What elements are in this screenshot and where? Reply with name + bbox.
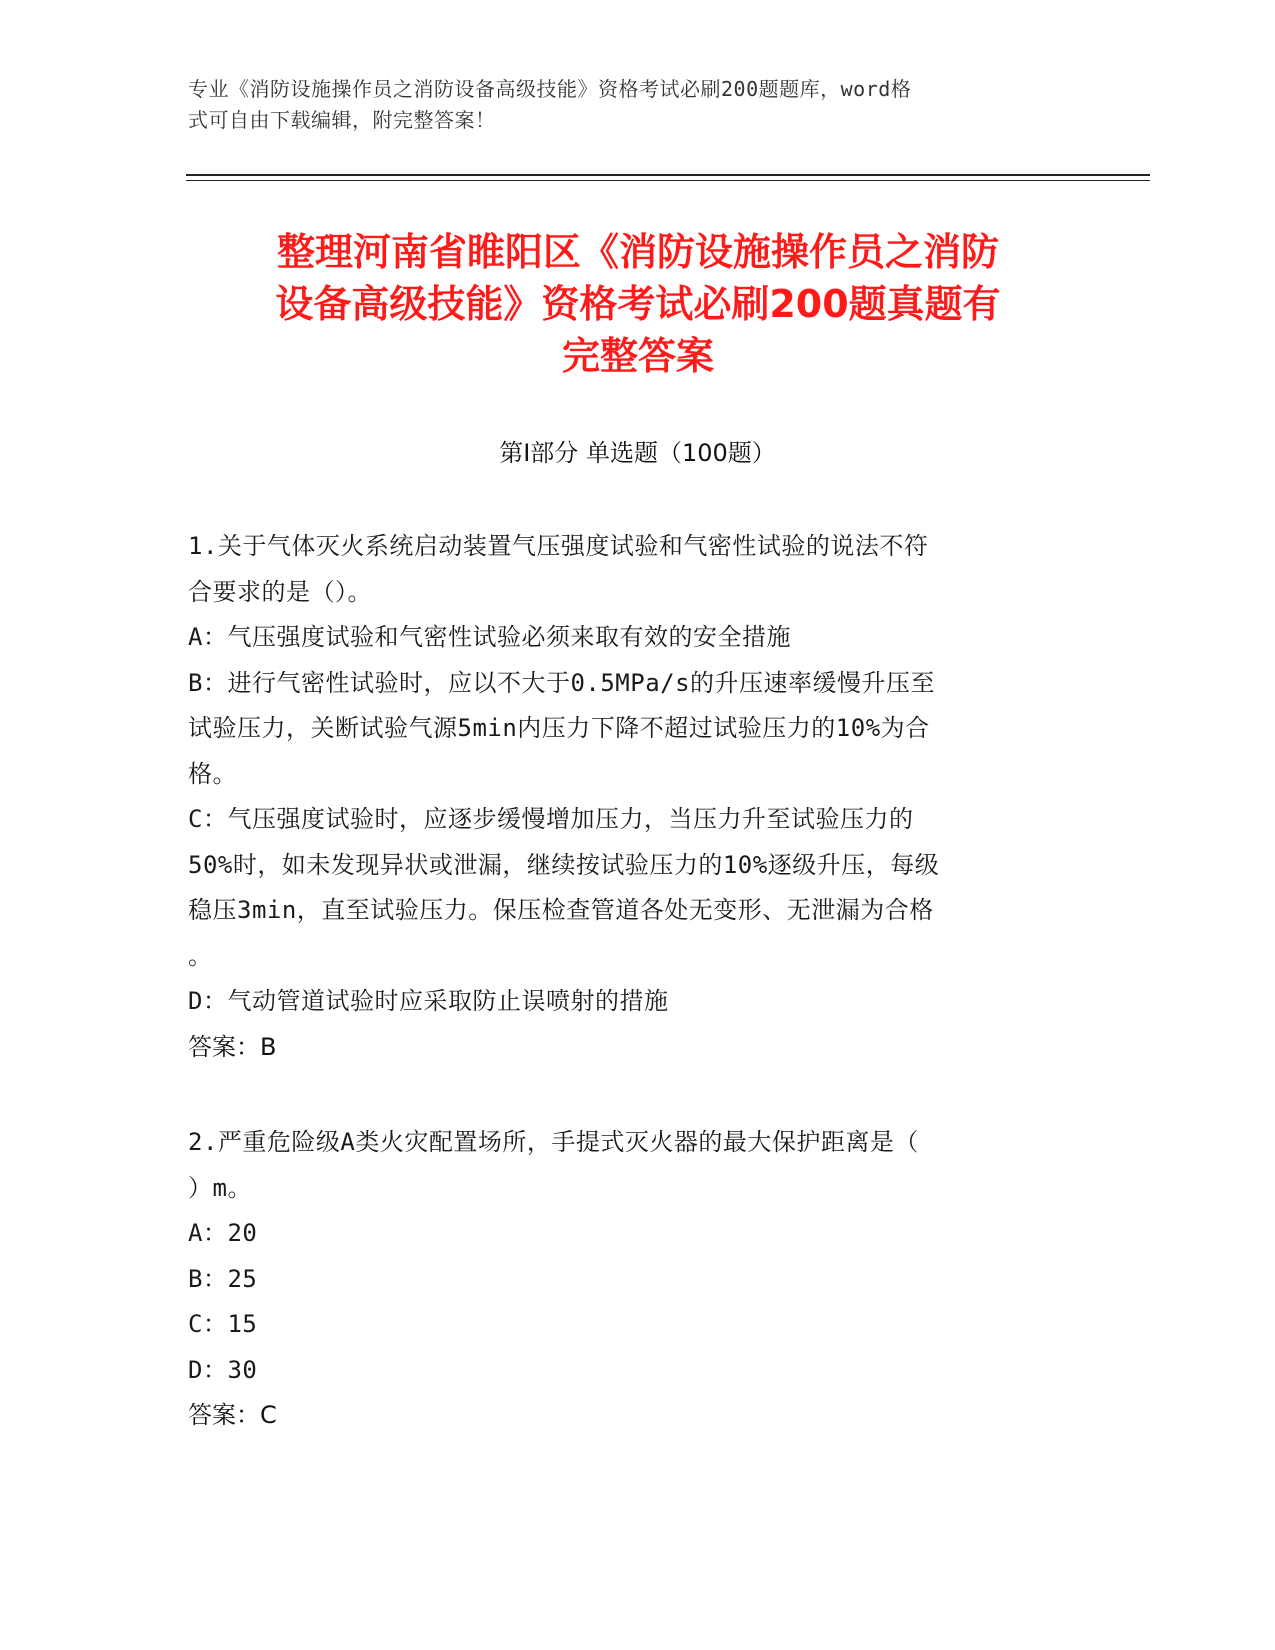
header-divider-thin [186, 180, 1150, 181]
option-a: A：气压强度试验和气密性试验必须来取有效的安全措施 [188, 623, 791, 651]
option-b-continued: 格。 [188, 759, 237, 788]
header-note-line: 式可自由下载编辑，附完整答案！ [188, 108, 496, 132]
option-c: C：气压强度试验时，应逐步缓慢增加压力，当压力升至试验压力的 [188, 805, 914, 833]
question-1 [188, 524, 1068, 1070]
question-list [188, 524, 1068, 1489]
document-title-line: 整理河南省睢阳区《消防设施操作员之消防 [276, 230, 999, 274]
question-2 [188, 1120, 1068, 1439]
document-title [160, 226, 1116, 382]
question-text: 合要求的是（）。 [188, 577, 372, 606]
option-b: B：25 [188, 1264, 258, 1293]
option-b-continued: 试验压力，关断试验气源5min内压力下降不超过试验压力的10%为合 [188, 714, 930, 742]
document-title-line: 设备高级技能》资格考试必刷200题真题有 [275, 282, 1001, 326]
option-c-continued: 。 [188, 941, 213, 970]
header-divider-thick [186, 174, 1150, 176]
question-text: 1.关于气体灭火系统启动装置气压强度试验和气密性试验的说法不符 [188, 532, 929, 560]
option-b: B：进行气密性试验时，应以不大于0.5MPa/s的升压速率缓慢升压至 [188, 668, 936, 697]
question-text: 2.严重危险级A类火灾配置场所，手提式灭火器的最大保护距离是（ [188, 1128, 919, 1156]
option-c-continued: 50%时，如未发现异状或泄漏，继续按试验压力的10%逐级升压，每级 [188, 850, 940, 879]
option-c-continued: 稳压3min，直至试验压力。保压检查管道各处无变形、无泄漏为合格 [188, 896, 934, 924]
header-note [188, 74, 1068, 136]
document-title-line: 完整答案 [561, 334, 714, 378]
option-d: D：气动管道试验时应采取防止误喷射的措施 [188, 987, 669, 1015]
section-title: 第Ⅰ部分 单选题（100题） [499, 439, 776, 467]
answer: 答案：B [188, 1032, 277, 1061]
option-c: C：15 [188, 1310, 258, 1338]
option-a: A：20 [188, 1219, 258, 1247]
header-note-line: 专业《消防设施操作员之消防设备高级技能》资格考试必刷200题题库，word格 [188, 77, 912, 101]
option-d: D：30 [188, 1355, 258, 1384]
answer: 答案：C [188, 1401, 277, 1429]
question-text: ）m。 [188, 1173, 252, 1202]
